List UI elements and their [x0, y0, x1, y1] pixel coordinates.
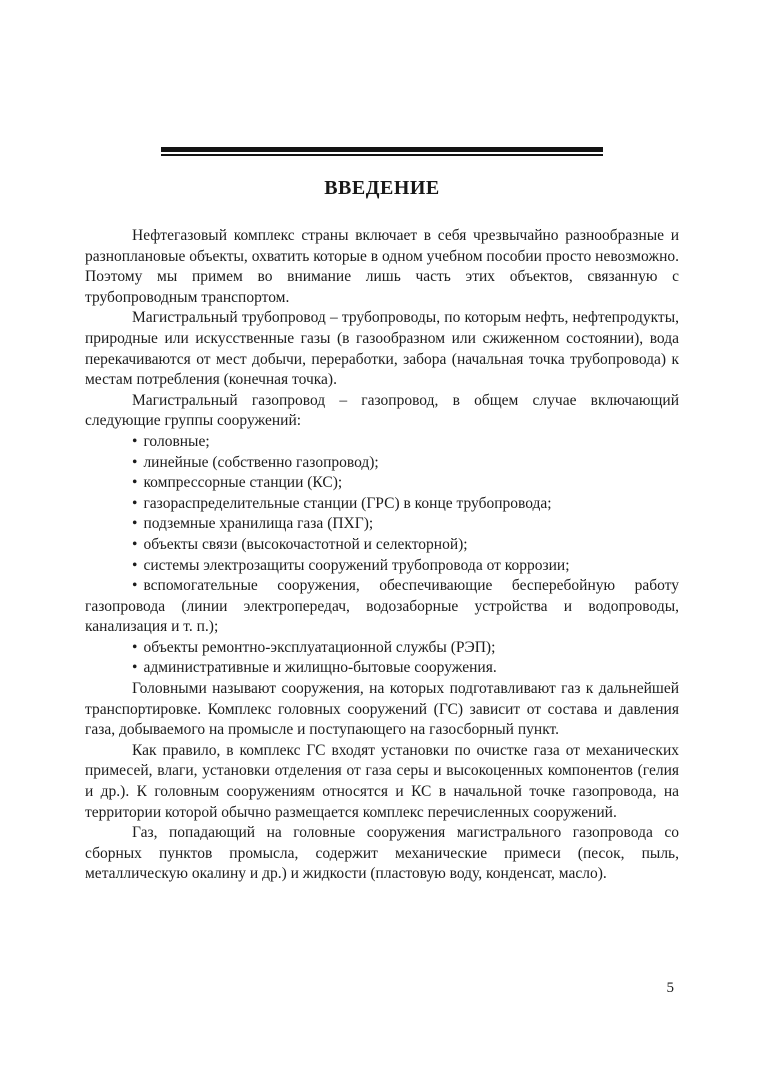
list-item	[85, 453, 679, 474]
list-item-text: объекты связи (высокочастотной и селекторной);	[143, 535, 468, 553]
bullet-icon: •	[132, 432, 138, 450]
bullet-icon: •	[132, 474, 138, 492]
list-item-text: головные;	[143, 432, 210, 450]
paragraph-body-2: Как правило, в комплекс ГС входят установки по очистке газа от механических примесей, влаги, установки отделения от газа серы и высокоценных компонентов (гелия и др.). К головным сооружениям относятся и КС в начальной точке газопровода, на территории которой обычно размещается комплекс перечисленных сооружений.	[85, 741, 679, 821]
paragraph-body-3: Газ, попадающий на головные сооружения магистрального газопровода со сборных пунктов промысла, содержит механические примеси (песок, пыль, металлическую окалину и др.) и жидкости (пластовую воду, конденсат, масло).	[85, 824, 679, 883]
rule-thick-line	[161, 147, 603, 152]
bullet-icon: •	[132, 494, 138, 512]
list-item-text: системы электрозащиты сооружений трубопровода от коррозии;	[143, 556, 570, 574]
paragraph-intro-1: Нефтегазовый комплекс страны включает в себя чрезвычайно разнообразные и разноплановые объекты, охватить которые в одном учебном пособии просто невозможно. Поэтому мы примем во внимание лишь часть этих объектов, связанную с трубопроводным транспортом.	[85, 227, 679, 306]
header-double-rule	[161, 147, 603, 156]
page-title: ВВЕДЕНИЕ	[324, 177, 440, 199]
rule-thin-line	[161, 154, 603, 156]
list-item-text: компрессорные станции (КС);	[143, 474, 343, 492]
list-item-text: вспомогательные сооружения, обеспечивающие бесперебойную работу газопровода (линии электропередач, водозаборные устройства и водопроводы, канализация и т. п.);	[85, 577, 679, 636]
list-item-text: линейные (собственно газопровод);	[143, 453, 379, 471]
bullet-icon: •	[132, 515, 138, 533]
list-item	[85, 494, 679, 515]
list-item-text: подземные хранилища газа (ПХГ);	[143, 515, 374, 533]
paragraph-body-1: Головными называют сооружения, на которых подготавливают газ к дальнейшей транспортировке. Комплекс головных сооружений (ГС) зависит от состава и давления газа, добываемого на промысле и поступающего на газосборный пункт.	[85, 680, 679, 739]
text-block	[85, 147, 679, 885]
paragraph-intro-2: Магистральный трубопровод – трубопроводы, по которым нефть, нефтепродукты, природные или искусственные газы (в газообразном или сжиженном состоянии), вода перекачиваются от мест добычи, переработки, забора (начальная точка трубопровода) к местам потребления (конечная точка).	[85, 309, 679, 389]
list-item-text: газораспределительные станции (ГРС) в конце трубопровода;	[143, 494, 552, 512]
body-text	[85, 226, 679, 885]
bullet-icon: •	[132, 577, 138, 595]
bullet-icon: •	[132, 535, 138, 553]
list-item	[85, 432, 679, 453]
list-item-text: административные и жилищно-бытовые сооружения.	[143, 659, 497, 677]
bullet-icon: •	[132, 556, 138, 574]
list-item	[85, 658, 679, 679]
list-item-text: объекты ремонтно-эксплуатационной службы (РЭП);	[143, 638, 496, 656]
list-item	[85, 514, 679, 535]
paragraph-intro-3: Магистральный газопровод – газопровод, в общем случае включающий следующие группы сооружений:	[85, 391, 679, 430]
bullet-icon: •	[132, 638, 138, 656]
list-item	[85, 535, 679, 556]
list-item	[85, 556, 679, 577]
bullet-icon: •	[132, 659, 138, 677]
list-item	[85, 638, 679, 659]
list-item	[85, 473, 679, 494]
page-number: 5	[666, 980, 674, 996]
list-item	[85, 576, 679, 638]
bullet-icon: •	[132, 453, 138, 471]
